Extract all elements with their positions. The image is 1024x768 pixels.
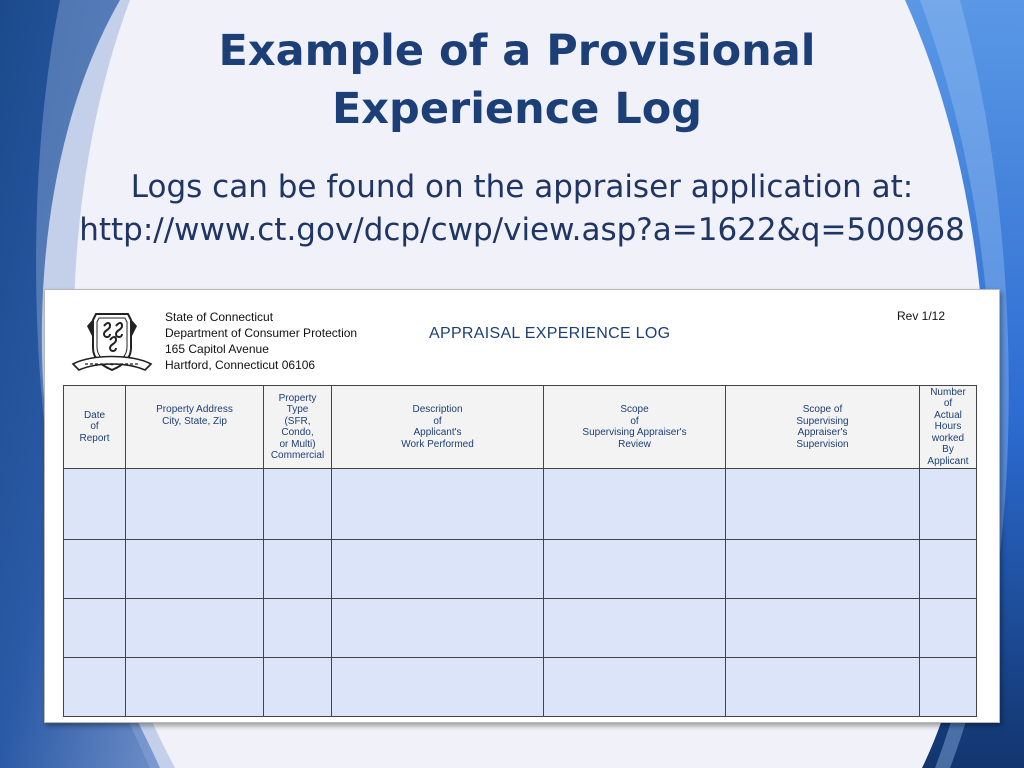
column-header-property-address: Property Address City, State, Zip <box>126 386 264 469</box>
table-cell <box>332 599 544 658</box>
agency-address <box>165 309 357 373</box>
table-cell <box>544 540 726 599</box>
table-cell <box>726 469 920 540</box>
table-cell <box>544 599 726 658</box>
column-header-scope-supervision: Scope of Supervising Appraiser's Supervision <box>726 386 920 469</box>
table-cell <box>920 540 977 599</box>
table-cell <box>126 469 264 540</box>
table-cell <box>332 540 544 599</box>
table-cell <box>264 540 332 599</box>
column-header-hours: Number of Actual Hours worked By Applicant <box>920 386 977 469</box>
table-cell <box>726 540 920 599</box>
connecticut-seal-icon <box>71 308 153 374</box>
table-cell <box>264 658 332 717</box>
column-header-scope-review: Scope of Supervising Appraiser's Review <box>544 386 726 469</box>
table-row <box>64 658 977 717</box>
table-cell <box>332 658 544 717</box>
table-cell <box>332 469 544 540</box>
table-cell <box>64 540 126 599</box>
table-cell <box>726 599 920 658</box>
table-cell <box>920 599 977 658</box>
revision-label: Rev 1/12 <box>897 309 946 323</box>
form-title: APPRAISAL EXPERIENCE LOG <box>429 325 671 342</box>
column-header-property-type: Property Type (SFR, Condo, or Multi) Commercial <box>264 386 332 469</box>
table-cell <box>126 540 264 599</box>
table-row <box>64 540 977 599</box>
table-cell <box>264 599 332 658</box>
table-cell <box>544 469 726 540</box>
table-cell <box>126 599 264 658</box>
table-header-row <box>64 386 977 469</box>
experience-log-table <box>63 385 977 717</box>
agency-line: Department of Consumer Protection <box>165 326 358 340</box>
table-row <box>64 599 977 658</box>
slide-title: Example of a Provisional Experience Log <box>218 26 816 134</box>
agency-line: Hartford, Connecticut 06106 <box>165 358 316 372</box>
subtitle-line: Logs can be found on the appraiser application at: <box>130 169 914 205</box>
table-cell <box>920 469 977 540</box>
table-cell <box>264 469 332 540</box>
agency-line: State of Connecticut <box>165 310 274 324</box>
table-cell <box>64 599 126 658</box>
table-cell <box>544 658 726 717</box>
table-cell <box>64 658 126 717</box>
experience-log-form-image <box>44 289 1000 723</box>
agency-line: 165 Capitol Avenue <box>165 342 269 356</box>
table-cell <box>126 658 264 717</box>
table-cell <box>64 469 126 540</box>
subtitle-url: http://www.ct.gov/dcp/cwp/view.asp?a=1622&q=500968 <box>79 212 965 248</box>
table-cell <box>920 658 977 717</box>
column-header-description: Description of Applicant's Work Performed <box>332 386 544 469</box>
slide-subtitle <box>40 166 1004 252</box>
table-row <box>64 469 977 540</box>
column-header-date: Date of Report <box>64 386 126 469</box>
table-cell <box>726 658 920 717</box>
